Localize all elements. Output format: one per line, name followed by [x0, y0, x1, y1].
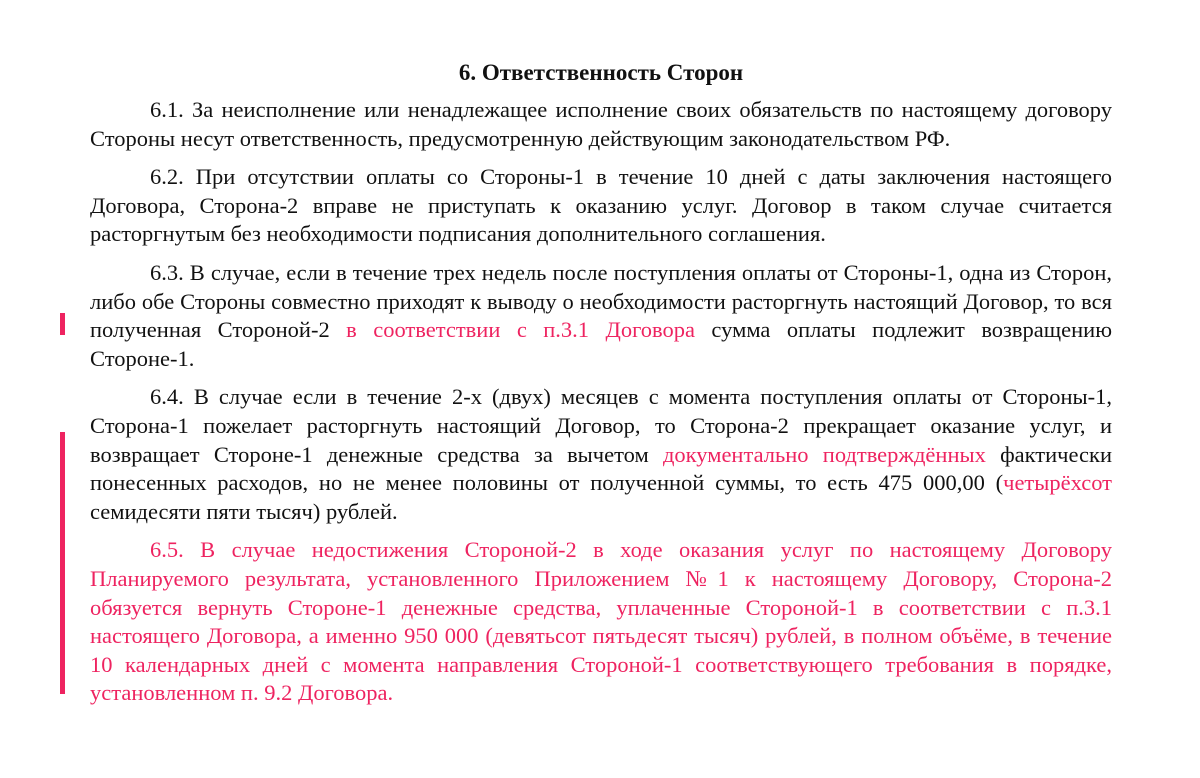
change-marker-6-3	[60, 313, 65, 335]
clause-6-4	[90, 383, 1112, 526]
clause-6-4-text-end: семидесяти пяти тысяч) рублей.	[90, 498, 398, 524]
change-marker-6-4-6-5	[60, 432, 65, 694]
clause-6-3-text-start: 6.3. В случае, если в течение трех недель после поступления оплаты от Стороны-1, одна из Сторон, либо обе Стороны совместно приходят к выводу о необходимости расторгнуть настоящий Договор, то вся полученная Стороной-2	[90, 259, 1112, 343]
clause-6-3-highlight: в соответствии с п.3.1 Договора	[346, 317, 695, 343]
clause-6-5: 6.5. В случае недостижения Стороной-2 в ходе оказания услуг по настоящему Договору Планируемого результата, установленного Приложением №1 к настоящему Договору, Сторона-2 обязуется вернуть Стороне-1 денежные средства, уплаченные Стороной-1 в соответствии с п.3.1 настоящего Договора, а именно 950 000 (девятьсот пятьдесят тысяч) рублей, в полном объёме, в течение 10 календарных дней с момента направления Стороной-1 соответствующего требования в порядке, установленном п. 9.2 Договора.	[90, 537, 1112, 706]
clause-6-3	[90, 259, 1112, 373]
clause-6-4-highlight-documented: документально подтверждённых	[662, 441, 986, 467]
clause-6-3-text-end: сумма оплаты подлежит возвращению Стороне-1.	[90, 317, 1113, 371]
clause-6-4-highlight-amount: четырёхсот	[1003, 470, 1112, 496]
section-title: 6. Ответственность Сторон	[458, 60, 744, 85]
clause-6-4-text-start: 6.4. В случае если в течение 2-х (двух) месяцев с момента поступления оплаты от Стороны-1, Сторона-1 пожелает расторгнуть настоящий Договор, то Сторона-2 прекращает оказание услуг, и возвращает Стороне-1 денежные средства за вычетом	[90, 384, 1112, 467]
clause-6-4-text-middle: фактически понесенных расходов, но не менее половины от полученной суммы, то есть 475 000,00 (	[90, 441, 1112, 496]
document-page	[90, 58, 1112, 718]
clause-6-2: 6.2. При отсутствии оплаты со Стороны-1 в течение 10 дней с даты заключения настоящего Договора, Сторона-2 вправе не приступать к оказанию услуг. Договор в таком случае считается расторгнутым без необходимости подписания дополнительного соглашения.	[90, 164, 1112, 247]
clause-6-1: 6.1. За неисполнение или ненадлежащее исполнение своих обязательств по настоящему договору Стороны несут ответственность, предусмотренную действующим законодательством РФ.	[90, 97, 1112, 151]
